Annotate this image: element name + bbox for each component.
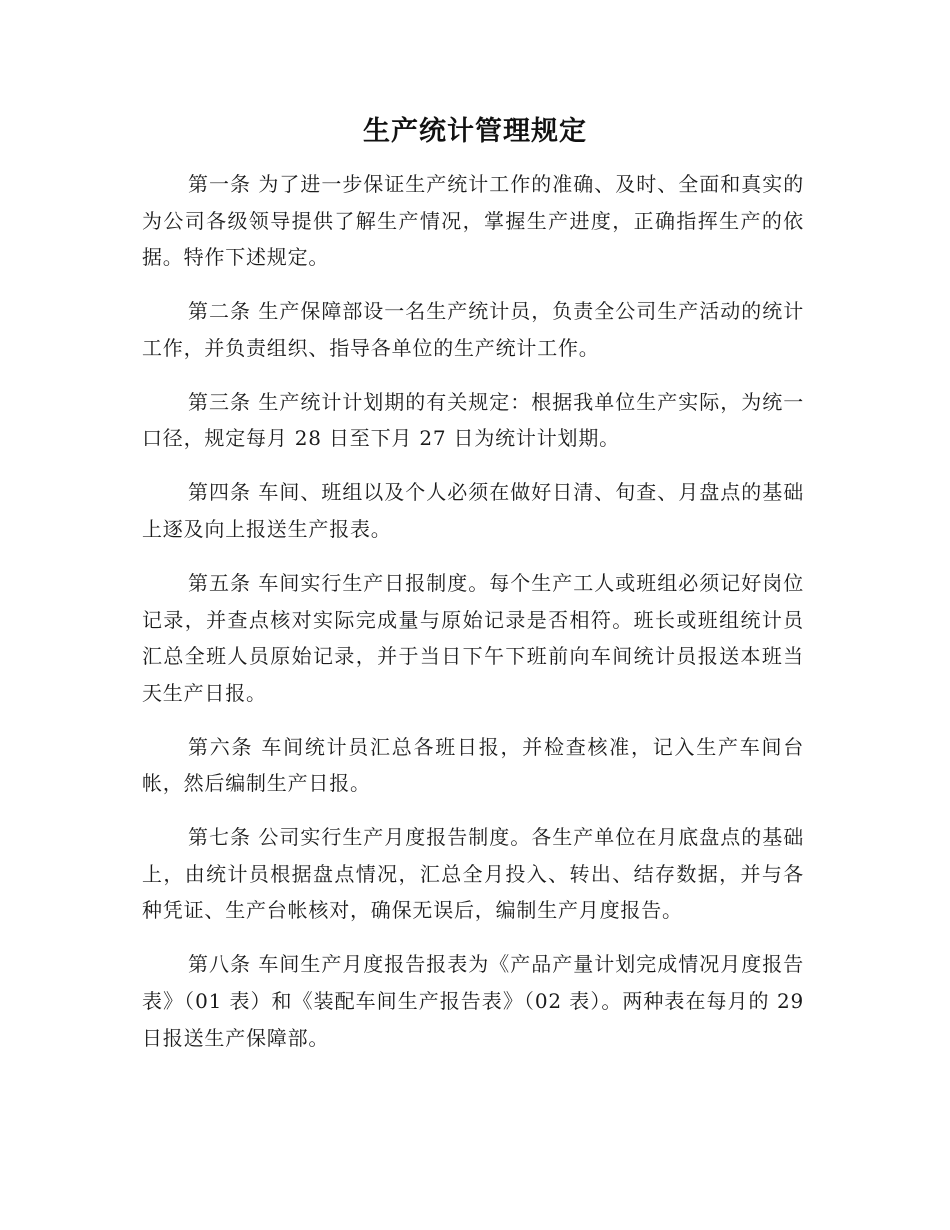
article-7-paragraph: 第七条 公司实行生产月度报告制度。各生产单位在月底盘点的基础上，由统计员根据盘点情况，汇总全月投入、转出、结存数据，并与各种凭证、生产台帐核对，确保无误后，编制生产月度报告。 <box>142 825 804 923</box>
article-8-paragraph: 第八条 车间生产月度报告报表为《产品产量计划完成情况月度报告表》（01 表）和《装配车间生产报告表》（02 表）。两种表在每月的 29 日报送生产保障部。 <box>142 952 804 1050</box>
article-6-paragraph: 第六条 车间统计员汇总各班日报，并检查核准，记入生产车间台帐，然后编制生产日报。 <box>142 734 804 796</box>
article-3-paragraph: 第三条 生产统计计划期的有关规定：根据我单位生产实际，为统一口径，规定每月 28 日至下月 27 日为统计计划期。 <box>142 389 804 451</box>
article-2-paragraph: 第二条 生产保障部设一名生产统计员，负责全公司生产活动的统计工作，并负责组织、指导各单位的生产统计工作。 <box>142 299 804 360</box>
article-1-paragraph: 第一条 为了进一步保证生产统计工作的准确、及时、全面和真实的为公司各级领导提供了解生产情况，掌握生产进度，正确指挥生产的依据。特作下述规定。 <box>142 172 804 270</box>
document-title: 生产统计管理规定 <box>363 116 587 147</box>
article-4-paragraph: 第四条 车间、班组以及个人必须在做好日清、旬查、月盘点的基础上逐及向上报送生产报表。 <box>142 480 804 541</box>
document-body <box>142 166 804 1074</box>
article-5-paragraph: 第五条 车间实行生产日报制度。每个生产工人或班组必须记好岗位记录，并查点核对实际完成量与原始记录是否相符。班长或班组统计员汇总全班人员原始记录，并于当日下午下班前向车间统计员报送本班当天生产日报。 <box>142 570 804 705</box>
